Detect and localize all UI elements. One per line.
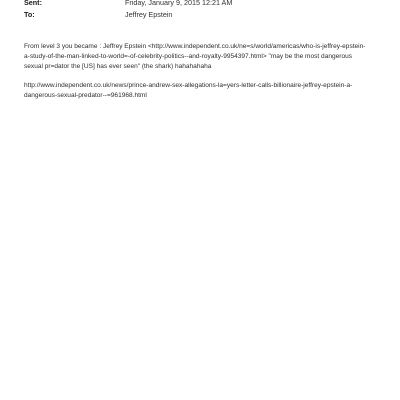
- body-paragraph-2-line-1: http://www.independent.co.uk/news/prince-andrew-sex-allegations-la=yers-letter-calls-billionaire-jeffrey-epstein-a-: [24, 82, 353, 90]
- body-paragraph-1-line-3: sexual pr=dator the [US] has ever seen" (the shark) hahahahaha: [24, 63, 212, 71]
- body-paragraph-2-line-2: dangerous-sexual-predator--=961968.html: [24, 92, 147, 100]
- email-body: [24, 42, 378, 110]
- to-value: Jeffrey Epstein: [125, 10, 173, 19]
- body-paragraph-2: [24, 81, 378, 101]
- email-header: [24, 0, 384, 21]
- sent-label: Sent:: [24, 0, 42, 7]
- to-label: To:: [24, 10, 35, 19]
- body-paragraph-1-line-2: a-study-of-the-man-linked-to-world=-of-celebrity-politics--and-royalty-9954397.html> "may be the most dangerous: [24, 53, 352, 61]
- sent-row: [24, 0, 384, 9]
- body-paragraph-1-line-1: From level 3 you became : Jeffrey Epstein <http://www.independent.co.uk/ne=s/world/americas/who-is-jeffrey-epstein-: [24, 43, 366, 50]
- body-paragraph-1: [24, 42, 378, 73]
- to-row: [24, 9, 384, 21]
- sent-value: Friday, January 9, 2015 12:21 AM: [125, 0, 233, 7]
